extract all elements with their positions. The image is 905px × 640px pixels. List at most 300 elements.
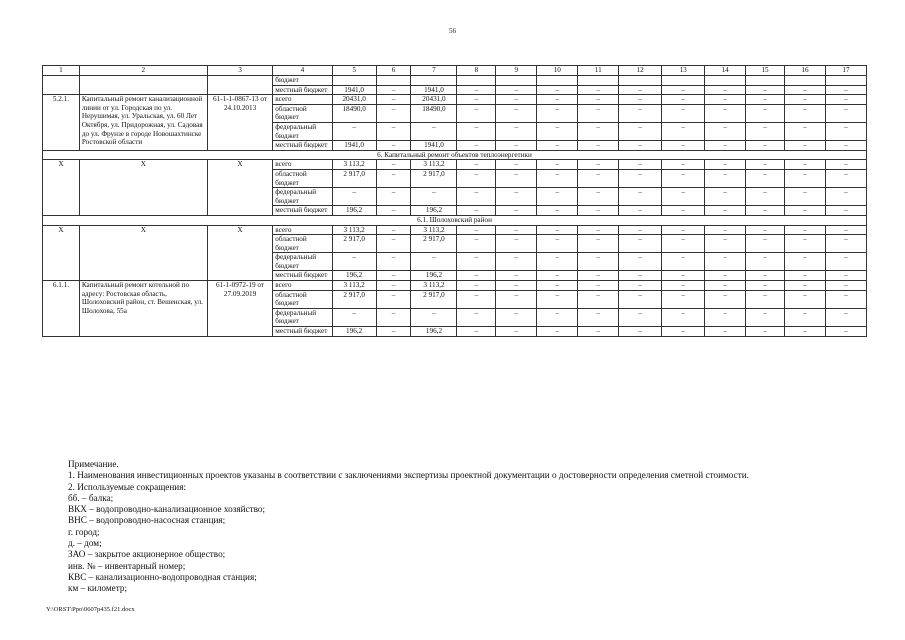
table-cell <box>537 76 578 86</box>
table-cell: – <box>746 104 785 122</box>
table-cell: – <box>537 235 578 253</box>
table-cell: 1941,0 <box>332 141 376 151</box>
table-cell <box>746 76 785 86</box>
column-number: 2 <box>79 66 207 76</box>
project-name: Капитальный ремонт котельной по адресу: Ростовская область, Шолоховский район, ст. Вешенская, ул. Шолохова, 55а <box>79 281 207 337</box>
table-cell: – <box>825 160 866 170</box>
table-cell: – <box>662 308 705 326</box>
table-cell: – <box>376 308 411 326</box>
table-cell: – <box>825 235 866 253</box>
table-cell: Х <box>79 160 207 216</box>
table-cell: областной бюджет <box>273 169 332 187</box>
table-cell: – <box>662 122 705 140</box>
investment-table <box>42 65 867 337</box>
column-number: 17 <box>825 66 866 76</box>
table-cell: 196,2 <box>332 327 376 337</box>
table-cell: – <box>825 253 866 271</box>
table-cell: – <box>619 160 662 170</box>
table-row <box>43 76 867 86</box>
table-cell: – <box>784 141 825 151</box>
column-number: 13 <box>662 66 705 76</box>
table-cell: 196,2 <box>332 206 376 216</box>
table-cell <box>662 76 705 86</box>
section-title-row <box>43 215 867 225</box>
table-cell: – <box>411 122 457 140</box>
table-cell: – <box>496 169 537 187</box>
note-line: ВНС – водопроводно-насосная станция; <box>68 515 226 526</box>
column-number-row <box>43 66 867 76</box>
table-cell: – <box>784 122 825 140</box>
table-cell: 20431,0 <box>411 95 457 105</box>
table-cell: – <box>457 188 496 206</box>
table-cell: – <box>825 290 866 308</box>
table-cell: – <box>705 104 746 122</box>
table-cell: – <box>662 290 705 308</box>
table-cell: – <box>784 281 825 291</box>
table-cell: – <box>376 327 411 337</box>
column-number: 16 <box>784 66 825 76</box>
table-cell: 18490,0 <box>411 104 457 122</box>
table-cell: бюджет <box>273 76 332 86</box>
table-cell: – <box>376 206 411 216</box>
table-cell: – <box>825 104 866 122</box>
table-cell: 20431,0 <box>332 95 376 105</box>
table-cell: – <box>496 253 537 271</box>
table-cell: – <box>457 281 496 291</box>
project-number: 5.2.1. <box>43 95 80 151</box>
expertise-number: 61-1-1-0867-13 от 24.10.2013 <box>207 95 273 151</box>
table-cell: – <box>705 281 746 291</box>
table-cell: – <box>619 235 662 253</box>
table-cell: – <box>746 225 785 235</box>
table-cell: федеральный бюджет <box>273 308 332 326</box>
table-cell: федеральный бюджет <box>273 253 332 271</box>
table-cell: – <box>537 290 578 308</box>
table-cell: – <box>662 141 705 151</box>
note-line: бб. – балка; <box>68 492 114 503</box>
table-cell: – <box>705 169 746 187</box>
table-cell: местный бюджет <box>273 85 332 95</box>
table-cell: – <box>746 235 785 253</box>
table-cell: 2 917,0 <box>332 290 376 308</box>
table-cell: местный бюджет <box>273 327 332 337</box>
table-cell: – <box>376 235 411 253</box>
table-cell <box>332 76 376 86</box>
table-cell: – <box>376 104 411 122</box>
table-cell: – <box>746 308 785 326</box>
table-cell: – <box>784 327 825 337</box>
table-cell: – <box>537 188 578 206</box>
table-cell: – <box>619 95 662 105</box>
column-number: 15 <box>746 66 785 76</box>
table-row <box>43 281 867 291</box>
column-number: 11 <box>578 66 619 76</box>
table-cell: – <box>457 271 496 281</box>
table-cell: – <box>457 122 496 140</box>
table-cell: – <box>457 235 496 253</box>
table-cell: – <box>619 85 662 95</box>
table-cell: областной бюджет <box>273 290 332 308</box>
table-cell: – <box>376 271 411 281</box>
table-cell: – <box>457 95 496 105</box>
table-cell: – <box>457 141 496 151</box>
table-cell: – <box>457 308 496 326</box>
table-cell: – <box>619 206 662 216</box>
table-cell <box>496 76 537 86</box>
table-cell: – <box>578 104 619 122</box>
table-cell: всего <box>273 225 332 235</box>
table-cell: – <box>578 308 619 326</box>
table-cell <box>207 76 273 95</box>
table-cell: – <box>825 85 866 95</box>
table-cell: – <box>746 95 785 105</box>
table-cell: – <box>496 141 537 151</box>
table-cell: – <box>662 95 705 105</box>
table-cell: – <box>537 160 578 170</box>
column-number: 5 <box>332 66 376 76</box>
table-cell: – <box>332 122 376 140</box>
table-cell: – <box>784 206 825 216</box>
table-cell: – <box>376 160 411 170</box>
table-cell: – <box>457 104 496 122</box>
table-cell: 1941,0 <box>411 85 457 95</box>
note-line: инв. № – инвентарный номер; <box>68 560 186 571</box>
table-cell <box>79 76 207 95</box>
table-cell: Х <box>79 225 207 281</box>
table-cell <box>411 76 457 86</box>
table-cell: всего <box>273 281 332 291</box>
table-cell: – <box>619 141 662 151</box>
table-cell: – <box>496 188 537 206</box>
table-cell: – <box>619 281 662 291</box>
table-cell: – <box>537 271 578 281</box>
table-cell: – <box>705 206 746 216</box>
table-cell: – <box>705 188 746 206</box>
note-line: д. – дом; <box>68 538 102 549</box>
column-number: 3 <box>207 66 273 76</box>
table-cell: Х <box>43 225 80 281</box>
table-cell: – <box>746 290 785 308</box>
table-cell: – <box>496 308 537 326</box>
table-cell: – <box>496 160 537 170</box>
section-title: 6.1. Шолоховский район <box>43 215 867 225</box>
table-cell: – <box>376 122 411 140</box>
table-cell: – <box>496 235 537 253</box>
table-row <box>43 225 867 235</box>
table-cell: – <box>784 225 825 235</box>
table-cell: 3 113,2 <box>411 160 457 170</box>
table-cell: – <box>784 104 825 122</box>
table-cell: – <box>662 160 705 170</box>
table-cell: местный бюджет <box>273 271 332 281</box>
table-cell: – <box>578 327 619 337</box>
table-cell: – <box>457 290 496 308</box>
table-cell: – <box>537 85 578 95</box>
table-cell: – <box>496 95 537 105</box>
column-number: 8 <box>457 66 496 76</box>
table-cell: – <box>537 327 578 337</box>
table-cell: – <box>496 225 537 235</box>
table-cell: – <box>825 271 866 281</box>
column-number: 4 <box>273 66 332 76</box>
table-cell: – <box>784 271 825 281</box>
table-cell: – <box>619 188 662 206</box>
table-cell: – <box>578 122 619 140</box>
table-cell: 196,2 <box>332 271 376 281</box>
table-cell: федеральный бюджет <box>273 188 332 206</box>
table-cell: – <box>825 281 866 291</box>
table-cell: – <box>578 206 619 216</box>
table-cell: – <box>825 141 866 151</box>
table-cell: – <box>537 253 578 271</box>
column-number: 7 <box>411 66 457 76</box>
table-cell: – <box>705 85 746 95</box>
table-cell: – <box>376 281 411 291</box>
table-cell: – <box>376 95 411 105</box>
table-cell: – <box>496 104 537 122</box>
notes-heading: Примечание. <box>68 459 119 469</box>
section-title-row <box>43 150 867 160</box>
table-cell: – <box>662 188 705 206</box>
table-cell: – <box>662 85 705 95</box>
table-cell: – <box>662 281 705 291</box>
table-cell: Х <box>43 160 80 216</box>
table-cell <box>457 76 496 86</box>
table-cell <box>825 76 866 86</box>
project-number: 6.1.1. <box>43 281 80 337</box>
table-cell: – <box>746 141 785 151</box>
table-cell: – <box>578 85 619 95</box>
table-cell: – <box>537 95 578 105</box>
table-cell: – <box>825 122 866 140</box>
table-cell: – <box>537 169 578 187</box>
table-cell: – <box>332 308 376 326</box>
table-cell: – <box>746 85 785 95</box>
table-cell: – <box>746 253 785 271</box>
table-cell: – <box>457 327 496 337</box>
table-cell: 1941,0 <box>411 141 457 151</box>
expertise-number: 61-1-0972-19 от 27.09.2019 <box>207 281 273 337</box>
table-cell: – <box>825 225 866 235</box>
table-cell: – <box>537 104 578 122</box>
table-cell: – <box>496 122 537 140</box>
table-cell: – <box>784 253 825 271</box>
table-cell: Х <box>207 225 273 281</box>
table-cell: – <box>578 141 619 151</box>
table-cell: – <box>332 253 376 271</box>
section-title: 6. Капитальный ремонт объектов теплоэнергетики <box>43 150 867 160</box>
table-cell: 2 917,0 <box>411 290 457 308</box>
table-cell: – <box>578 271 619 281</box>
table-cell: – <box>825 327 866 337</box>
table-cell: – <box>496 327 537 337</box>
table-cell: – <box>662 104 705 122</box>
table-cell: – <box>784 188 825 206</box>
table-cell: – <box>784 235 825 253</box>
table-cell: – <box>411 188 457 206</box>
table-row <box>43 160 867 170</box>
table-cell: – <box>746 188 785 206</box>
table-cell: – <box>619 290 662 308</box>
table-cell: – <box>705 253 746 271</box>
table-cell: всего <box>273 160 332 170</box>
table-cell: – <box>496 206 537 216</box>
table-cell: – <box>619 308 662 326</box>
table-cell: – <box>746 169 785 187</box>
table-cell: – <box>619 271 662 281</box>
table-cell: – <box>784 169 825 187</box>
table-cell: – <box>784 308 825 326</box>
table-cell: – <box>376 141 411 151</box>
table-cell: – <box>705 160 746 170</box>
table-cell: – <box>457 160 496 170</box>
table-cell: 18490,0 <box>332 104 376 122</box>
column-number: 1 <box>43 66 80 76</box>
table-cell: – <box>705 308 746 326</box>
project-name: Капитальный ремонт канализационной линии от ул. Городская по ул. Нерушимая, ул. Уральская, ул. 60 Лет Октября, ул. Придорожная, ул. Садовая до ул. Фрунзе в городе Новошахтинске Ростовской области <box>79 95 207 151</box>
table-cell: – <box>376 225 411 235</box>
table-cell: местный бюджет <box>273 206 332 216</box>
column-number: 10 <box>537 66 578 76</box>
table-cell: – <box>537 281 578 291</box>
table-cell: – <box>746 160 785 170</box>
table-cell: – <box>578 160 619 170</box>
table-cell: – <box>825 188 866 206</box>
table-cell: 3 113,2 <box>332 225 376 235</box>
table-cell: – <box>705 95 746 105</box>
table-cell <box>784 76 825 86</box>
table-cell: – <box>578 290 619 308</box>
table-cell: – <box>457 85 496 95</box>
table-cell: 2 917,0 <box>411 235 457 253</box>
table-cell: – <box>705 290 746 308</box>
table-cell: – <box>537 122 578 140</box>
table-cell: – <box>496 281 537 291</box>
table-cell: 3 113,2 <box>411 225 457 235</box>
table-cell: – <box>578 253 619 271</box>
table-cell: – <box>825 206 866 216</box>
table-cell: местный бюджет <box>273 141 332 151</box>
table-cell: – <box>537 225 578 235</box>
table-cell: – <box>705 271 746 281</box>
file-path-footer: Y:\ORST\Ppo\0607p435.f21.docx <box>46 606 135 613</box>
table-cell: – <box>619 225 662 235</box>
table-cell: 196,2 <box>411 206 457 216</box>
table-cell: 3 113,2 <box>411 281 457 291</box>
table-cell: – <box>705 225 746 235</box>
table-cell: – <box>662 327 705 337</box>
table-cell: 2 917,0 <box>332 235 376 253</box>
note-line: КВС – канализационно-водопроводная станция; <box>68 571 257 582</box>
note-line: км – километр; <box>68 583 128 594</box>
table-cell: – <box>578 235 619 253</box>
table-cell: – <box>376 188 411 206</box>
note-line: 2. Используемые сокращения: <box>68 481 186 492</box>
table-cell: – <box>705 235 746 253</box>
table-cell: – <box>619 327 662 337</box>
table-cell: – <box>457 169 496 187</box>
table-cell: – <box>457 206 496 216</box>
table-cell: – <box>537 141 578 151</box>
table-cell: – <box>457 253 496 271</box>
table-cell <box>705 76 746 86</box>
table-cell: – <box>496 271 537 281</box>
page-number: 56 <box>449 27 456 35</box>
table-cell: 1941,0 <box>332 85 376 95</box>
table-cell: – <box>496 290 537 308</box>
table-cell <box>578 76 619 86</box>
column-number: 6 <box>376 66 411 76</box>
table-cell: – <box>825 169 866 187</box>
table-cell: 196,2 <box>411 271 457 281</box>
table-cell: – <box>411 308 457 326</box>
table-cell: 196,2 <box>411 327 457 337</box>
table-cell: – <box>496 85 537 95</box>
table-cell: – <box>746 271 785 281</box>
table-cell: федеральный бюджет <box>273 122 332 140</box>
table-cell <box>376 76 411 86</box>
table-cell: – <box>784 290 825 308</box>
column-number: 9 <box>496 66 537 76</box>
table-cell: – <box>537 206 578 216</box>
table-cell: 3 113,2 <box>332 160 376 170</box>
table-cell: – <box>662 169 705 187</box>
column-number: 12 <box>619 66 662 76</box>
table-cell: всего <box>273 95 332 105</box>
table-cell: – <box>376 290 411 308</box>
table-cell: – <box>332 188 376 206</box>
table-cell: – <box>376 169 411 187</box>
table-cell: 2 917,0 <box>332 169 376 187</box>
note-line: 1. Наименования инвестиционных проектов указаны в соответствии с заключениями экспертизы проектной документации о достоверности определения сметной стоимости. <box>68 470 749 481</box>
table-cell: – <box>784 95 825 105</box>
table-cell: – <box>578 225 619 235</box>
note-line: г. город; <box>68 526 100 537</box>
table-cell: – <box>411 253 457 271</box>
table-cell: областной бюджет <box>273 104 332 122</box>
table-cell: – <box>619 104 662 122</box>
table-cell: – <box>376 85 411 95</box>
table-cell: – <box>784 160 825 170</box>
table-cell: – <box>784 85 825 95</box>
table-cell: – <box>619 122 662 140</box>
note-line: ВКХ – водопроводно-канализационное хозяйство; <box>68 504 266 515</box>
table-cell: – <box>746 281 785 291</box>
table-cell: – <box>578 188 619 206</box>
table-cell: – <box>578 281 619 291</box>
table-cell: областной бюджет <box>273 235 332 253</box>
table-cell: – <box>705 141 746 151</box>
table-cell: – <box>825 95 866 105</box>
table-cell: – <box>825 308 866 326</box>
table-cell: 2 917,0 <box>411 169 457 187</box>
table-cell: – <box>662 206 705 216</box>
table-cell: Х <box>207 160 273 216</box>
table-cell: – <box>619 253 662 271</box>
table-cell: – <box>662 253 705 271</box>
table-cell: – <box>705 122 746 140</box>
table-cell <box>43 76 80 95</box>
table-cell: – <box>578 169 619 187</box>
table-cell: – <box>662 235 705 253</box>
table-cell <box>619 76 662 86</box>
table-cell: – <box>457 225 496 235</box>
table-cell: – <box>619 169 662 187</box>
table-cell: – <box>746 206 785 216</box>
table-cell: – <box>662 271 705 281</box>
table-cell: – <box>746 327 785 337</box>
table-cell: 3 113,2 <box>332 281 376 291</box>
